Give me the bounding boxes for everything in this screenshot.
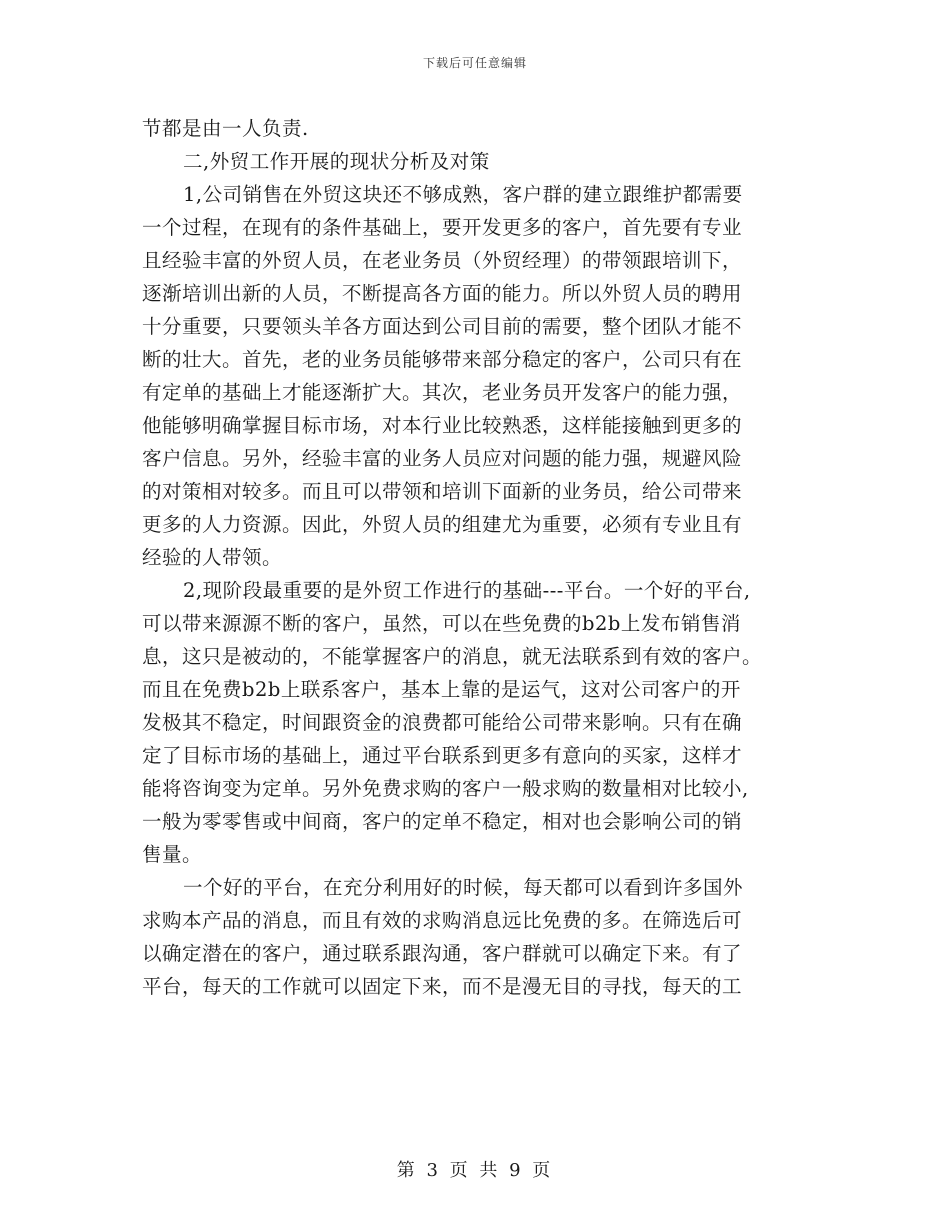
text-line: 的对策相对较多。而且可以带领和培训下面新的业务员，给公司带来 (142, 480, 743, 503)
text-line: 更多的人力资源。因此，外贸人员的组建尤为重要，必须有专业且有 (142, 513, 743, 536)
text-line: 且经验丰富的外贸人员，在老业务员（外贸经理）的带领跟培训下， (142, 249, 743, 272)
text-line: 售量。 (142, 843, 203, 866)
text-line: 逐渐培训出新的人员，不断提高各方面的能力。所以外贸人员的聘用 (142, 282, 743, 305)
text-line: 能将咨询变为定单。另外免费求购的客户一般求购的数量相对比较小, (142, 777, 749, 800)
text-line: 十分重要，只要领头羊各方面达到公司目前的需要，整个团队才能不 (142, 315, 743, 338)
text-line: 求购本产品的消息，而且有效的求购消息远比免费的多。在筛选后可 (142, 909, 743, 932)
text-line: 节都是由一人负责. (142, 117, 309, 140)
text-line: 定了目标市场的基础上，通过平台联系到更多有意向的买家，这样才 (142, 744, 743, 767)
document-body (142, 112, 832, 1003)
text-line: 他能够明确掌握目标市场，对本行业比较熟悉，这样能接触到更多的 (142, 414, 743, 437)
text-line: 而且在免费b2b上联系客户，基本上靠的是运气，这对公司客户的开 (142, 678, 741, 701)
text-line: 2,现阶段最重要的是外贸工作进行的基础---平台。一个好的平台, (183, 579, 751, 602)
text-line: 二,外贸工作开展的现状分析及对策 (183, 150, 490, 173)
text-line: 发极其不稳定，时间跟资金的浪费都可能给公司带来影响。只有在确 (142, 711, 743, 734)
page-header: 下载后可任意编辑 (422, 56, 527, 70)
text-line: 有定单的基础上才能逐渐扩大。其次，老业务员开发客户的能力强， (142, 381, 743, 404)
text-line: 以确定潜在的客户，通过联系跟沟通，客户群就可以确定下来。有了 (142, 942, 743, 965)
text-line: 一个过程，在现有的条件基础上，要开发更多的客户，首先要有专业 (142, 216, 743, 239)
text-line: 断的壮大。首先，老的业务员能够带来部分稳定的客户，公司只有在 (142, 348, 743, 371)
text-line: 可以带来源源不断的客户，虽然，可以在些免费的b2b上发布销售消 (142, 612, 741, 635)
text-line: 息，这只是被动的，不能掌握客户的消息，就无法联系到有效的客户。 (142, 645, 763, 668)
text-line: 1,公司销售在外贸这块还不够成熟，客户群的建立跟维护都需要 (183, 183, 743, 206)
text-line: 平台，每天的工作就可以固定下来，而不是漫无目的寻找，每天的工 (142, 975, 743, 998)
text-line: 一个好的平台，在充分利用好的时候，每天都可以看到许多国外 (183, 876, 744, 899)
text-line: 客户信息。另外，经验丰富的业务人员应对问题的能力强，规避风险 (142, 447, 743, 470)
text-line: 一般为零零售或中间商，客户的定单不稳定，相对也会影响公司的销 (142, 810, 743, 833)
text-line: 经验的人带领。 (142, 546, 283, 569)
page-number-footer: 第 3 页 共 9 页 (396, 1160, 554, 1181)
